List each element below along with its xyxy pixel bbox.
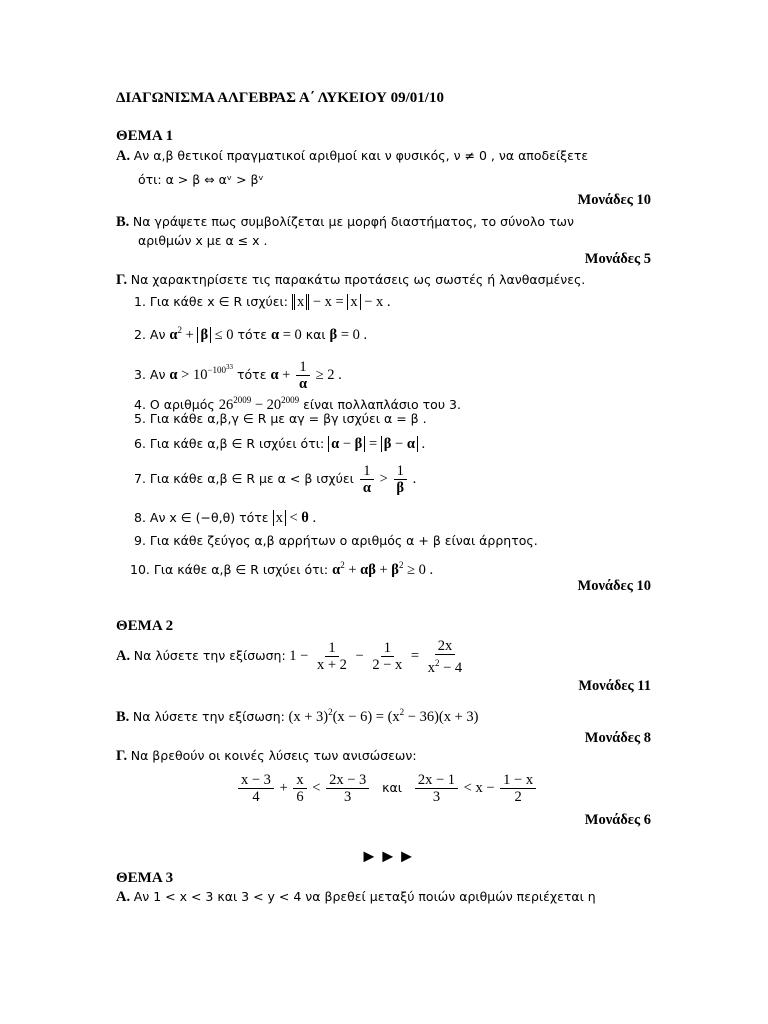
list-item: 10. Για κάθε α,β ∈ R ισχύει ότι: $\alpha^2 + \alpha\beta + \beta^2 \ge 0$ . (130, 560, 434, 578)
theme1-b-points: Μονάδες 5 (584, 251, 651, 267)
theme1-c-text: Να χαρακτηρίσετε τις παρακάτω προτάσεις ως σωστές ή λανθασμένες. (130, 272, 586, 287)
theme2-c-inequalities: $\frac{x - 3}{4}$ + $\frac{x}{6}$ < $\frac{2x - 3}{3}$ και $\frac{2x - 1}{3}$ < x − $\frac{1 - x}{2}$ (236, 766, 538, 810)
list-item: 9. Για κάθε ζεύγος α,β αρρήτων ο αριθμός α + β είναι άρρητος. (134, 533, 538, 548)
theme2-c (116, 746, 417, 766)
theme2-b: Β. Να λύσετε την εξίσωση: $(x + 3)^2(x - 6) = (x^2 - 36)(x + 3)$ (116, 707, 479, 725)
theme2-a-text: Να λύσετε την εξίσωση: (133, 648, 286, 663)
theme1-heading: ΘΕΜΑ 1 (116, 128, 174, 144)
theme1-b-line2 (138, 231, 268, 251)
list-item: 3. Αν $\alpha > 10^{-100^{33}}$ τότε α + $\frac{1}{\alpha}$ ≥ 2 . (134, 359, 342, 392)
theme2-a-points: Μονάδες 11 (578, 678, 651, 694)
theme2-b-points: Μονάδες 8 (584, 730, 651, 746)
theme1-a-label: Α. (116, 148, 131, 164)
list-item: 7. Για κάθε α,β ∈ R με α < β ισχύει $\frac{1}{\alpha}$ > $\frac{1}{\beta}$ . (134, 463, 417, 497)
theme1-b (116, 212, 574, 232)
theme1-c-points: Μονάδες 10 (577, 578, 651, 594)
theme1-b-text2: αριθμών x με α ≤ x . (138, 233, 268, 248)
theme2-b-label: Β. (116, 708, 130, 725)
theme2-c-and: και (382, 780, 402, 795)
theme3-heading: ΘΕΜΑ 3 (116, 870, 174, 886)
theme1-a (116, 146, 588, 166)
theme3-a-text: Αν 1 < x < 3 και 3 < y < 4 να βρεθεί μεταξύ ποιών αριθμών περιέχεται η (133, 889, 596, 904)
list-item: 1. Για κάθε x ∈ R ισχύει: x − x = x − x . (134, 294, 391, 310)
theme2-c-label: Γ. (116, 748, 128, 764)
theme2-a-label: Α. (116, 648, 131, 664)
theme3-a (116, 887, 596, 907)
theme2-c-points: Μονάδες 6 (584, 812, 651, 828)
theme1-a-text2: ότι: α > β ⇔ αᵛ > βᵛ (138, 172, 264, 187)
continue-arrows: ►►► (360, 846, 417, 866)
list-item: 8. Αν x ∈ (−θ,θ) τότε x < θ . (134, 510, 317, 526)
list-item: 5. Για κάθε α,β,γ ∈ R με αγ = βγ ισχύει α = β . (134, 411, 427, 426)
theme1-b-label: Β. (116, 214, 130, 230)
theme1-a-points: Μονάδες 10 (577, 192, 651, 208)
theme2-c-text: Να βρεθούν οι κοινές λύσεις των ανισώσεων: (130, 748, 417, 763)
list-item: 4. Ο αριθμός $26^{2009} - 20^{2009}$ είναι πολλαπλάσιο του 3. (134, 395, 461, 413)
list-item: 2. Αν $\alpha^2 + \beta \le 0$ τότε α = 0 και β = 0 . (134, 325, 368, 343)
theme1-a-text: Αν α,β θετικοί πραγματικοί αριθμοί και ν φυσικός, ν ≠ 0 , να αποδείξετε (133, 148, 589, 163)
theme1-b-text: Να γράψετε πως συμβολίζεται με μορφή διαστήματος, το σύνολο των (132, 214, 574, 229)
page-title: ΔΙΑΓΩΝΙΣΜΑ ΑΛΓΕΒΡΑΣ Α΄ ΛΥΚΕΙΟΥ 09/01/10 (116, 90, 444, 106)
theme1-a-line2 (138, 170, 264, 190)
list-item: 6. Για κάθε α,β ∈ R ισχύει ότι: α − β = β − α . (134, 436, 426, 452)
theme2-b-text: Να λύσετε την εξίσωση: (132, 708, 285, 724)
theme1-c (116, 270, 585, 290)
theme1-c-label: Γ. (116, 272, 128, 288)
theme2-a: Α. Να λύσετε την εξίσωση: 1 − $\frac{1}{x + 2}$ − $\frac{1}{2 - x}$ = $\frac{2x}{x^2 - 4}$ (116, 637, 463, 676)
theme2-heading: ΘΕΜΑ 2 (116, 618, 174, 634)
theme3-a-label: Α. (116, 889, 131, 905)
